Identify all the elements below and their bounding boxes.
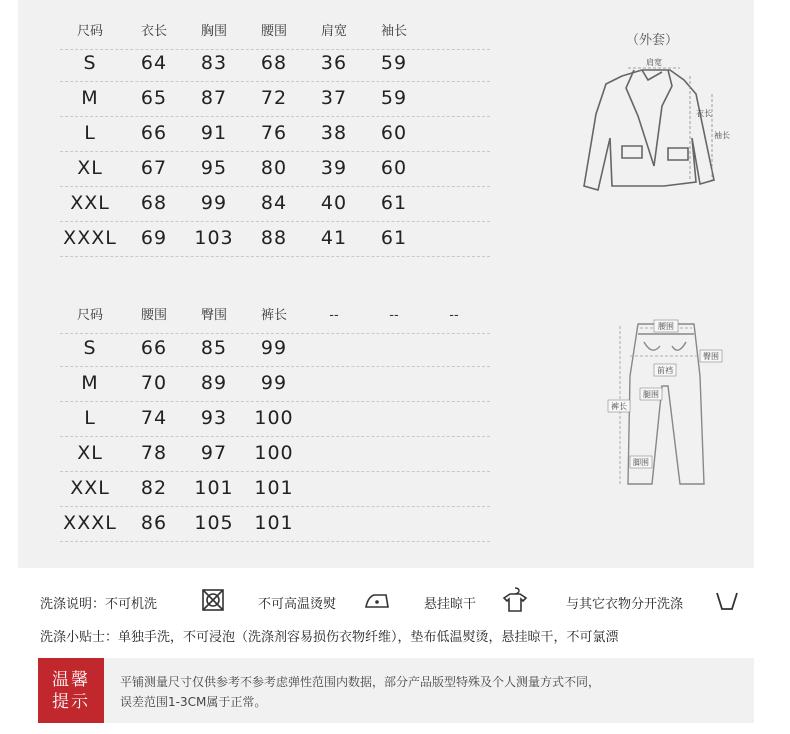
table-cell: S bbox=[83, 337, 97, 359]
table-cell: 87 bbox=[200, 87, 228, 109]
notice-badge-line2: 提示 bbox=[52, 691, 90, 712]
table-row bbox=[60, 331, 490, 367]
table-header-cell: 袖长 bbox=[380, 24, 407, 39]
table-header-cell: 臀围 bbox=[200, 308, 227, 323]
table-cell: 80 bbox=[260, 157, 288, 179]
table-cell: 67 bbox=[140, 157, 168, 179]
table-header-row bbox=[60, 298, 490, 334]
table-cell: 59 bbox=[380, 52, 408, 74]
table-cell: L bbox=[84, 122, 96, 144]
table-cell: 59 bbox=[380, 87, 408, 109]
table-cell: XL bbox=[77, 157, 103, 179]
table-cell: 101 bbox=[194, 477, 234, 499]
table-cell: 72 bbox=[260, 87, 288, 109]
table-header-cell: 裤长 bbox=[260, 308, 287, 323]
table-header-cell: 衣长 bbox=[140, 24, 167, 39]
table-cell: 101 bbox=[254, 477, 294, 499]
notice-text bbox=[120, 672, 600, 712]
table-cell: 97 bbox=[200, 442, 228, 464]
table-cell: 89 bbox=[200, 372, 228, 394]
table-header-cell: -- bbox=[449, 308, 459, 323]
table-cell: 103 bbox=[194, 227, 234, 249]
table-cell: XXL bbox=[70, 477, 110, 499]
shoulder-label: 肩宽 bbox=[646, 58, 662, 67]
table-cell: 66 bbox=[140, 337, 168, 359]
coat-diagram bbox=[576, 54, 736, 204]
table-cell: 85 bbox=[200, 337, 228, 359]
table-cell: L bbox=[84, 407, 96, 429]
table-cell: 93 bbox=[200, 407, 228, 429]
table-header-cell: 肩宽 bbox=[320, 24, 347, 39]
low-temp-iron-icon bbox=[362, 585, 392, 615]
table-cell: M bbox=[81, 372, 99, 394]
table-header-cell: -- bbox=[329, 308, 339, 323]
table-cell: 37 bbox=[320, 87, 348, 109]
table-cell: 100 bbox=[254, 442, 294, 464]
notice-badge-line1: 温馨 bbox=[52, 669, 90, 690]
table-cell: 40 bbox=[320, 192, 348, 214]
table-row bbox=[60, 81, 490, 117]
notice-panel bbox=[38, 658, 754, 723]
table-cell: 86 bbox=[140, 512, 168, 534]
table-cell: 91 bbox=[200, 122, 228, 144]
table-cell: 99 bbox=[260, 372, 288, 394]
table-row bbox=[60, 401, 490, 437]
table-cell: 60 bbox=[380, 157, 408, 179]
table-cell: 68 bbox=[140, 192, 168, 214]
table-cell: XL bbox=[77, 442, 103, 464]
table-row bbox=[60, 186, 490, 222]
coat-caption: （外套） bbox=[626, 33, 679, 48]
front-rise-label: 前裆 bbox=[657, 366, 673, 375]
table-cell: 66 bbox=[140, 122, 168, 144]
table-cell: 99 bbox=[200, 192, 228, 214]
no-iron-label: 不可高温烫熨 bbox=[258, 597, 337, 612]
wash-label: 洗涤说明：不可机洗 bbox=[40, 597, 158, 612]
table-cell: 65 bbox=[140, 87, 168, 109]
table-cell: 84 bbox=[260, 192, 288, 214]
hem-label: 脚围 bbox=[633, 458, 649, 467]
sleeve-label: 袖长 bbox=[714, 131, 730, 140]
table-cell: 76 bbox=[260, 122, 288, 144]
table-cell: 68 bbox=[260, 52, 288, 74]
separate-wash-label: 与其它衣物分开洗涤 bbox=[566, 597, 684, 612]
thigh-label: 腿围 bbox=[643, 390, 659, 399]
pants-length-label: 裤长 bbox=[611, 402, 627, 411]
table-cell: 38 bbox=[320, 122, 348, 144]
notice-badge bbox=[38, 658, 104, 723]
table-header-cell: 尺码 bbox=[76, 24, 103, 39]
table-cell: 100 bbox=[254, 407, 294, 429]
table-row bbox=[60, 471, 490, 507]
table-cell: S bbox=[83, 52, 97, 74]
table-cell: 70 bbox=[140, 372, 168, 394]
notice-text-line1: 平铺测量尺寸仅供参考不参考虑弹性范围内数据，部分产品版型特殊及个人测量方式不同， bbox=[120, 675, 601, 689]
table-cell: XXXL bbox=[63, 227, 117, 249]
washing-tips: 洗涤小贴士：单独手洗，不可浸泡（洗涤剂容易损伤衣物纤维），垫布低温熨烫，悬挂晾干，不可氯漂 bbox=[40, 630, 619, 645]
table-cell: 61 bbox=[380, 227, 408, 249]
table-cell: 99 bbox=[260, 337, 288, 359]
table-row bbox=[60, 436, 490, 472]
hip-label: 臀围 bbox=[703, 352, 719, 361]
table-row bbox=[60, 151, 490, 187]
table-row bbox=[60, 506, 490, 542]
table-row bbox=[60, 221, 490, 257]
table-cell: M bbox=[81, 87, 99, 109]
hang-dry-icon bbox=[500, 585, 530, 615]
hand-wash-icon bbox=[712, 585, 742, 615]
table-cell: 39 bbox=[320, 157, 348, 179]
table-cell: 83 bbox=[200, 52, 228, 74]
table-cell: 95 bbox=[200, 157, 228, 179]
table-cell: 69 bbox=[140, 227, 168, 249]
table-header-row bbox=[60, 14, 490, 50]
table-header-cell: 胸围 bbox=[200, 24, 227, 39]
hang-dry-label: 悬挂晾干 bbox=[424, 597, 477, 612]
table-row bbox=[60, 366, 490, 402]
table-header-cell: 腰围 bbox=[140, 308, 167, 323]
pants-diagram bbox=[600, 316, 730, 492]
table-row bbox=[60, 116, 490, 152]
waist-label: 腰围 bbox=[658, 322, 674, 331]
table-cell: 88 bbox=[260, 227, 288, 249]
table-cell: 41 bbox=[320, 227, 348, 249]
care-instructions bbox=[0, 585, 790, 619]
table-cell: 101 bbox=[254, 512, 294, 534]
table-cell: XXXL bbox=[63, 512, 117, 534]
notice-text-line2: 误差范围1-3CM属于正常。 bbox=[120, 695, 267, 709]
table-cell: 82 bbox=[140, 477, 168, 499]
no-machine-wash-icon bbox=[198, 585, 228, 615]
table-cell: 74 bbox=[140, 407, 168, 429]
table-cell: 64 bbox=[140, 52, 168, 74]
table-header-cell: 腰围 bbox=[260, 24, 287, 39]
table-cell: 60 bbox=[380, 122, 408, 144]
table-cell: 78 bbox=[140, 442, 168, 464]
table-header-cell: -- bbox=[389, 308, 399, 323]
table-row bbox=[60, 46, 490, 82]
table-header-cell: 尺码 bbox=[76, 308, 103, 323]
table-cell: 61 bbox=[380, 192, 408, 214]
table-cell: 105 bbox=[194, 512, 234, 534]
table-cell: XXL bbox=[70, 192, 110, 214]
length-label: 衣长 bbox=[696, 109, 712, 118]
table-cell: 36 bbox=[320, 52, 348, 74]
